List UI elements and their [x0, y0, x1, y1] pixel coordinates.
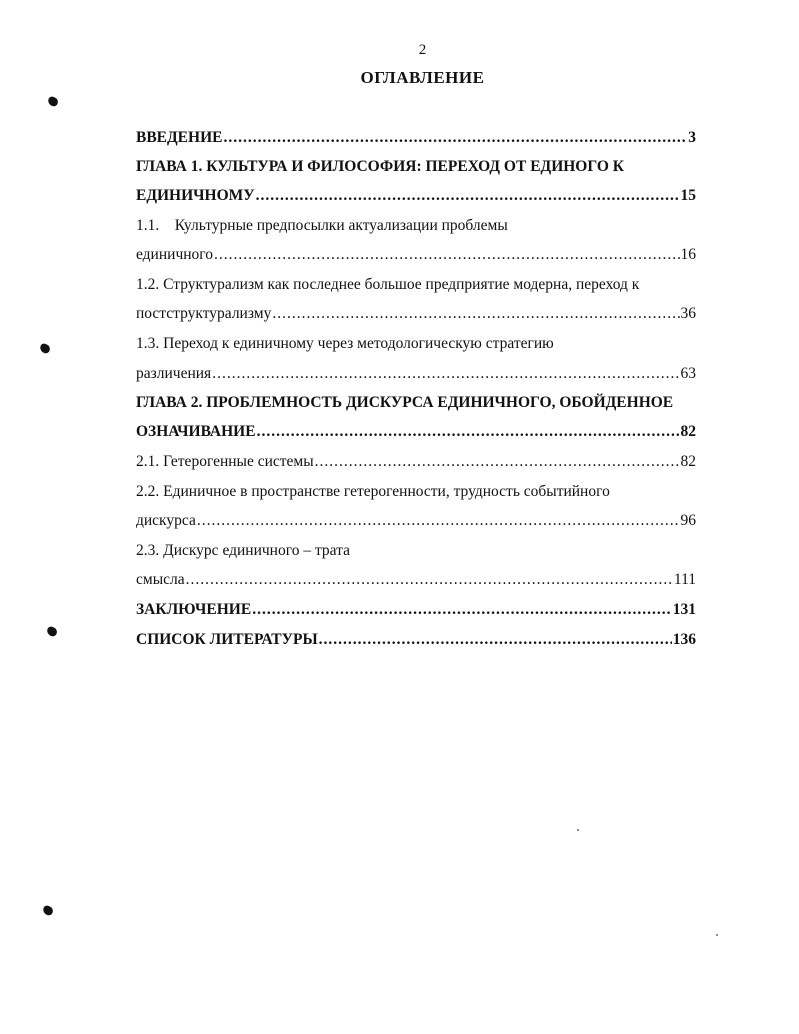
- toc-entry-2-3[interactable]: 2.3. Дискурс единичного – трата: [136, 542, 350, 559]
- toc-entry-bibliography[interactable]: СПИСОК ЛИТЕРАТУРЫ ..... 136: [136, 630, 696, 650]
- scan-speck: [716, 934, 718, 936]
- toc-entry-chapter-2[interactable]: ГЛАВА 2. ПРОБЛЕМНОСТЬ ДИСКУРСА ЕДИНИЧНОГО, ОБОЙДЕННОЕ: [136, 394, 674, 411]
- toc-entry-1-3-cont[interactable]: различения ..... 63: [136, 364, 696, 384]
- scan-mark: [42, 905, 54, 917]
- toc-entry-1-2[interactable]: 1.2. Структурализм как последнее большое предприятие модерна, переход к: [136, 276, 640, 293]
- page-title: ОГЛАВЛЕНИЕ: [360, 68, 485, 87]
- toc-entry-introduction[interactable]: ВВЕДЕНИЕ ..... 3: [136, 128, 696, 148]
- scan-mark: [46, 626, 58, 638]
- toc-entry-1-3[interactable]: 1.3. Переход к единичному через методологическую стратегию: [136, 335, 554, 352]
- page-number: 2: [418, 42, 427, 58]
- toc-entry-2-3-cont[interactable]: смысла ..... 111: [136, 570, 696, 590]
- scan-mark: [47, 96, 59, 108]
- toc-entry-chapter-1[interactable]: ГЛАВА 1. КУЛЬТУРА И ФИЛОСОФИЯ: ПЕРЕХОД ОТ ЕДИНОГО К: [136, 158, 625, 175]
- toc-entry-1-1-cont[interactable]: единичного ..... 16: [136, 245, 696, 265]
- toc-entry-chapter-1-cont[interactable]: ЕДИНИЧНОМУ ..... 15: [136, 186, 696, 206]
- toc-entry-chapter-2-cont[interactable]: ОЗНАЧИВАНИЕ ..... 82: [136, 422, 696, 442]
- toc-entry-2-2[interactable]: 2.2. Единичное в пространстве гетерогенности, трудность событийного: [136, 483, 610, 500]
- toc-entry-conclusion[interactable]: ЗАКЛЮЧЕНИЕ ..... 131: [136, 600, 696, 620]
- toc-entry-1-1[interactable]: 1.1. Культурные предпосылки актуализации проблемы: [136, 217, 508, 234]
- toc-entry-2-2-cont[interactable]: дискурса ..... 96: [136, 511, 696, 531]
- scan-mark: [39, 343, 51, 355]
- scan-speck: [577, 829, 579, 831]
- toc-entry-2-1[interactable]: 2.1. Гетерогенные системы ..... 82: [136, 452, 696, 472]
- toc-entry-1-2-cont[interactable]: постструктурализму ..... 36: [136, 304, 696, 324]
